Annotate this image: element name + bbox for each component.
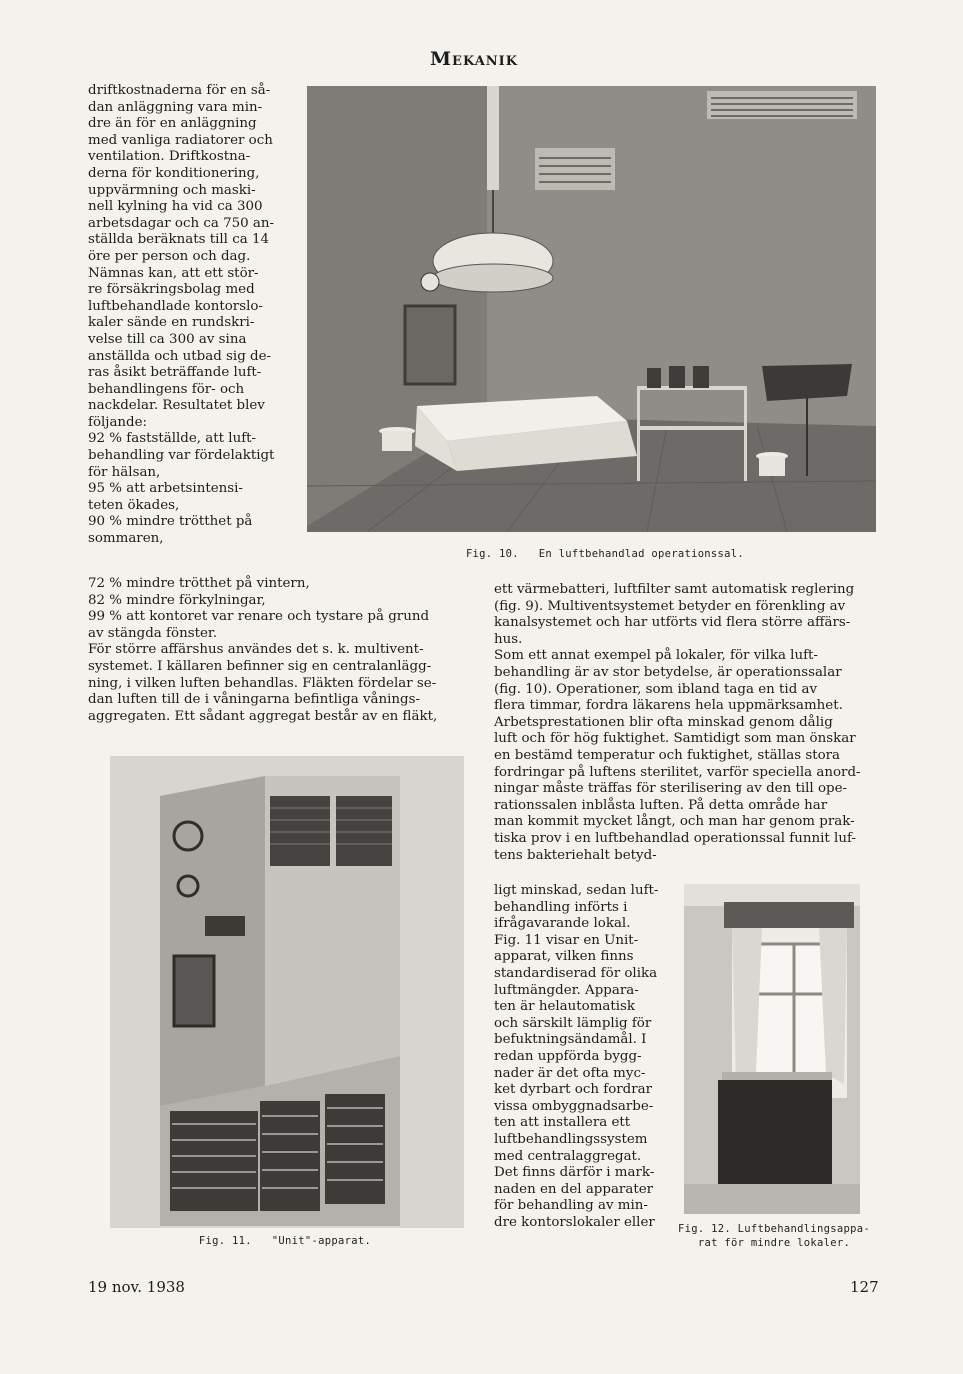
text-line: (fig. 10). Operationer, som ibland taga en tid av (494, 681, 818, 697)
text-line: man kommit mycket långt, och man har genom prak- (494, 814, 855, 830)
text-line: derna för konditionering, (88, 165, 260, 181)
text-line: fordringar på luftens sterilitet, varför speciella anord- (494, 764, 861, 780)
text-line: Fig. 11 visar en Unit- (494, 932, 639, 948)
text-line: med vanliga radiatorer och (88, 132, 273, 148)
text-line: systemet. I källaren befinner sig en centralanlägg- (88, 658, 432, 674)
text-line: följande: (88, 414, 148, 430)
text-line: ställda beräknats till ca 14 (88, 232, 269, 248)
text-line: nell kylning ha vid ca 300 (88, 199, 263, 215)
text-line: Som ett annat exempel på lokaler, för vilka luft- (494, 648, 818, 664)
text-line: apparat, vilken finns (494, 949, 634, 965)
text-line: 95 % att arbetsintensi- (88, 481, 243, 497)
text-line: behandling är av stor betydelse, är operationssalar (494, 664, 842, 680)
text-line: Arbetsprestationen blir ofta minskad genom dålig (494, 714, 833, 730)
text-line: Det finns därför i mark- (494, 1165, 655, 1181)
text-line: öre per person och dag. (88, 248, 251, 264)
text-line: 92 % fastställde, att luft- (88, 431, 257, 447)
text-line: uppvärmning och maski- (88, 182, 256, 198)
text-line: ten är helautomatisk (494, 999, 636, 1015)
fig12-caption-line1: Fig. 12. Luftbehandlingsappa- (677, 1223, 871, 1235)
fig12-caption (676, 1222, 872, 1250)
text-line: kaler sände en rundskri- (88, 315, 255, 331)
text-line: av stängda fönster. (88, 625, 218, 641)
text-line: För större affärshus användes det s. k. multivent- (88, 642, 424, 658)
text-line: driftkostnaderna för en så- (88, 83, 271, 98)
text-line: för behandling av min- (494, 1198, 648, 1214)
text-line: ett värmebatteri, luftfilter samt automatisk reglering (494, 582, 855, 597)
text-line: 72 % mindre trötthet på vintern, (88, 576, 310, 591)
text-line: dan luften till de i våningarna befintliga vånings- (88, 692, 421, 708)
text-line: vissa ombyggnadsarbe- (494, 1098, 654, 1114)
fig10-operating-room-photo (307, 86, 876, 532)
text-line: ning, i vilken luften behandlas. Fläkten fördelar se- (88, 675, 437, 691)
text-line: nackdelar. Resultatet blev (88, 398, 265, 414)
right-body-text (494, 582, 876, 864)
text-line: re försäkringsbolag med (88, 282, 255, 298)
text-line: (fig. 9). Multiventsystemet betyder en förenkling av (494, 598, 846, 614)
text-line: redan uppförda bygg- (494, 1048, 642, 1064)
text-line: en bestämd temperatur och fuktighet, ställas stora (494, 747, 841, 763)
text-line: tiska prov i en luftbehandlad operationssal funnit luf- (494, 830, 856, 846)
window-unit-illustration (684, 884, 860, 1214)
text-line: behandling var fördelaktigt (88, 448, 275, 464)
text-line: dre än för en anläggning (88, 116, 257, 132)
text-line: dre kontorslokaler eller (494, 1214, 655, 1230)
text-line: tens bakteriehalt betyd- (494, 847, 657, 863)
text-line: 99 % att kontoret var renare och tystare på grund (88, 609, 430, 625)
text-line: Nämnas kan, att ett stör- (88, 265, 259, 281)
text-line: ningar måste träffas för sterilisering av den till ope- (494, 781, 848, 797)
text-line: rationssalen inblåsta luften. På detta område har (494, 797, 828, 813)
text-line: nader är det ofta myc- (494, 1065, 646, 1081)
text-line: luftbehandlade kontorslo- (88, 298, 263, 314)
text-line: velse till ca 300 av sina (88, 331, 247, 347)
text-line: ten att installera ett (494, 1115, 631, 1131)
text-line: befuktningsändamål. I (494, 1032, 647, 1048)
text-line: 90 % mindre trötthet på (88, 514, 253, 530)
footer-date: 19 nov. 1938 (88, 1278, 185, 1296)
text-line: 82 % mindre förkylningar, (88, 592, 266, 608)
text-line: och särskilt lämplig för (494, 1015, 652, 1031)
text-line: naden en del apparater (494, 1181, 654, 1197)
text-line: ket dyrbart och fordrar (494, 1082, 653, 1098)
text-line: flera timmar, fordra läkarens hela uppmärksamhet. (494, 698, 843, 714)
text-line: teten ökades, (88, 497, 180, 513)
text-line: sommaren, (88, 531, 164, 547)
left-body-text (88, 576, 471, 725)
left-intro-column (88, 83, 280, 548)
page-header: Mekanik (430, 48, 519, 70)
text-line: med centralaggregat. (494, 1148, 642, 1164)
unit-apparatus-illustration (110, 756, 464, 1228)
text-line: ventilation. Driftkostna- (88, 149, 251, 165)
fig12-window-unit-photo (684, 884, 860, 1214)
text-line: behandlingens för- och (88, 381, 245, 397)
text-line: standardiserad för olika (494, 965, 658, 981)
fig12-caption-line2: rat för mindre lokaler. (697, 1237, 851, 1249)
text-line: kanalsystemet och har utförts vid flera större affärs- (494, 615, 851, 631)
fig11-caption: Fig. 11. "Unit"-apparat. (198, 1235, 372, 1247)
fig11-unit-apparatus-photo (110, 756, 464, 1228)
text-line: ligt minskad, sedan luft- (494, 883, 659, 898)
text-line: luft och för hög fuktighet. Samtidigt som man önskar (494, 731, 856, 747)
right-narrow-column (494, 883, 666, 1231)
text-line: ifrågavarande lokal. (494, 916, 631, 932)
text-line: luftbehandlingssystem (494, 1131, 648, 1147)
text-line: för hälsan, (88, 464, 161, 480)
text-line: ras åsikt beträffande luft- (88, 365, 262, 381)
text-line: aggregaten. Ett sådant aggregat består av en fläkt, (88, 708, 438, 724)
text-line: arbetsdagar och ca 750 an- (88, 215, 275, 231)
text-line: anställda och utbad sig de- (88, 348, 272, 364)
text-line: hus. (494, 631, 523, 647)
operating-room-illustration (307, 86, 876, 532)
text-line: luftmängder. Appara- (494, 982, 639, 998)
page-number: 127 (850, 1278, 879, 1296)
text-line: behandling införts i (494, 899, 628, 915)
text-line: dan anläggning vara min- (88, 99, 263, 115)
fig10-caption: Fig. 10. En luftbehandlad operationssal. (465, 548, 745, 560)
